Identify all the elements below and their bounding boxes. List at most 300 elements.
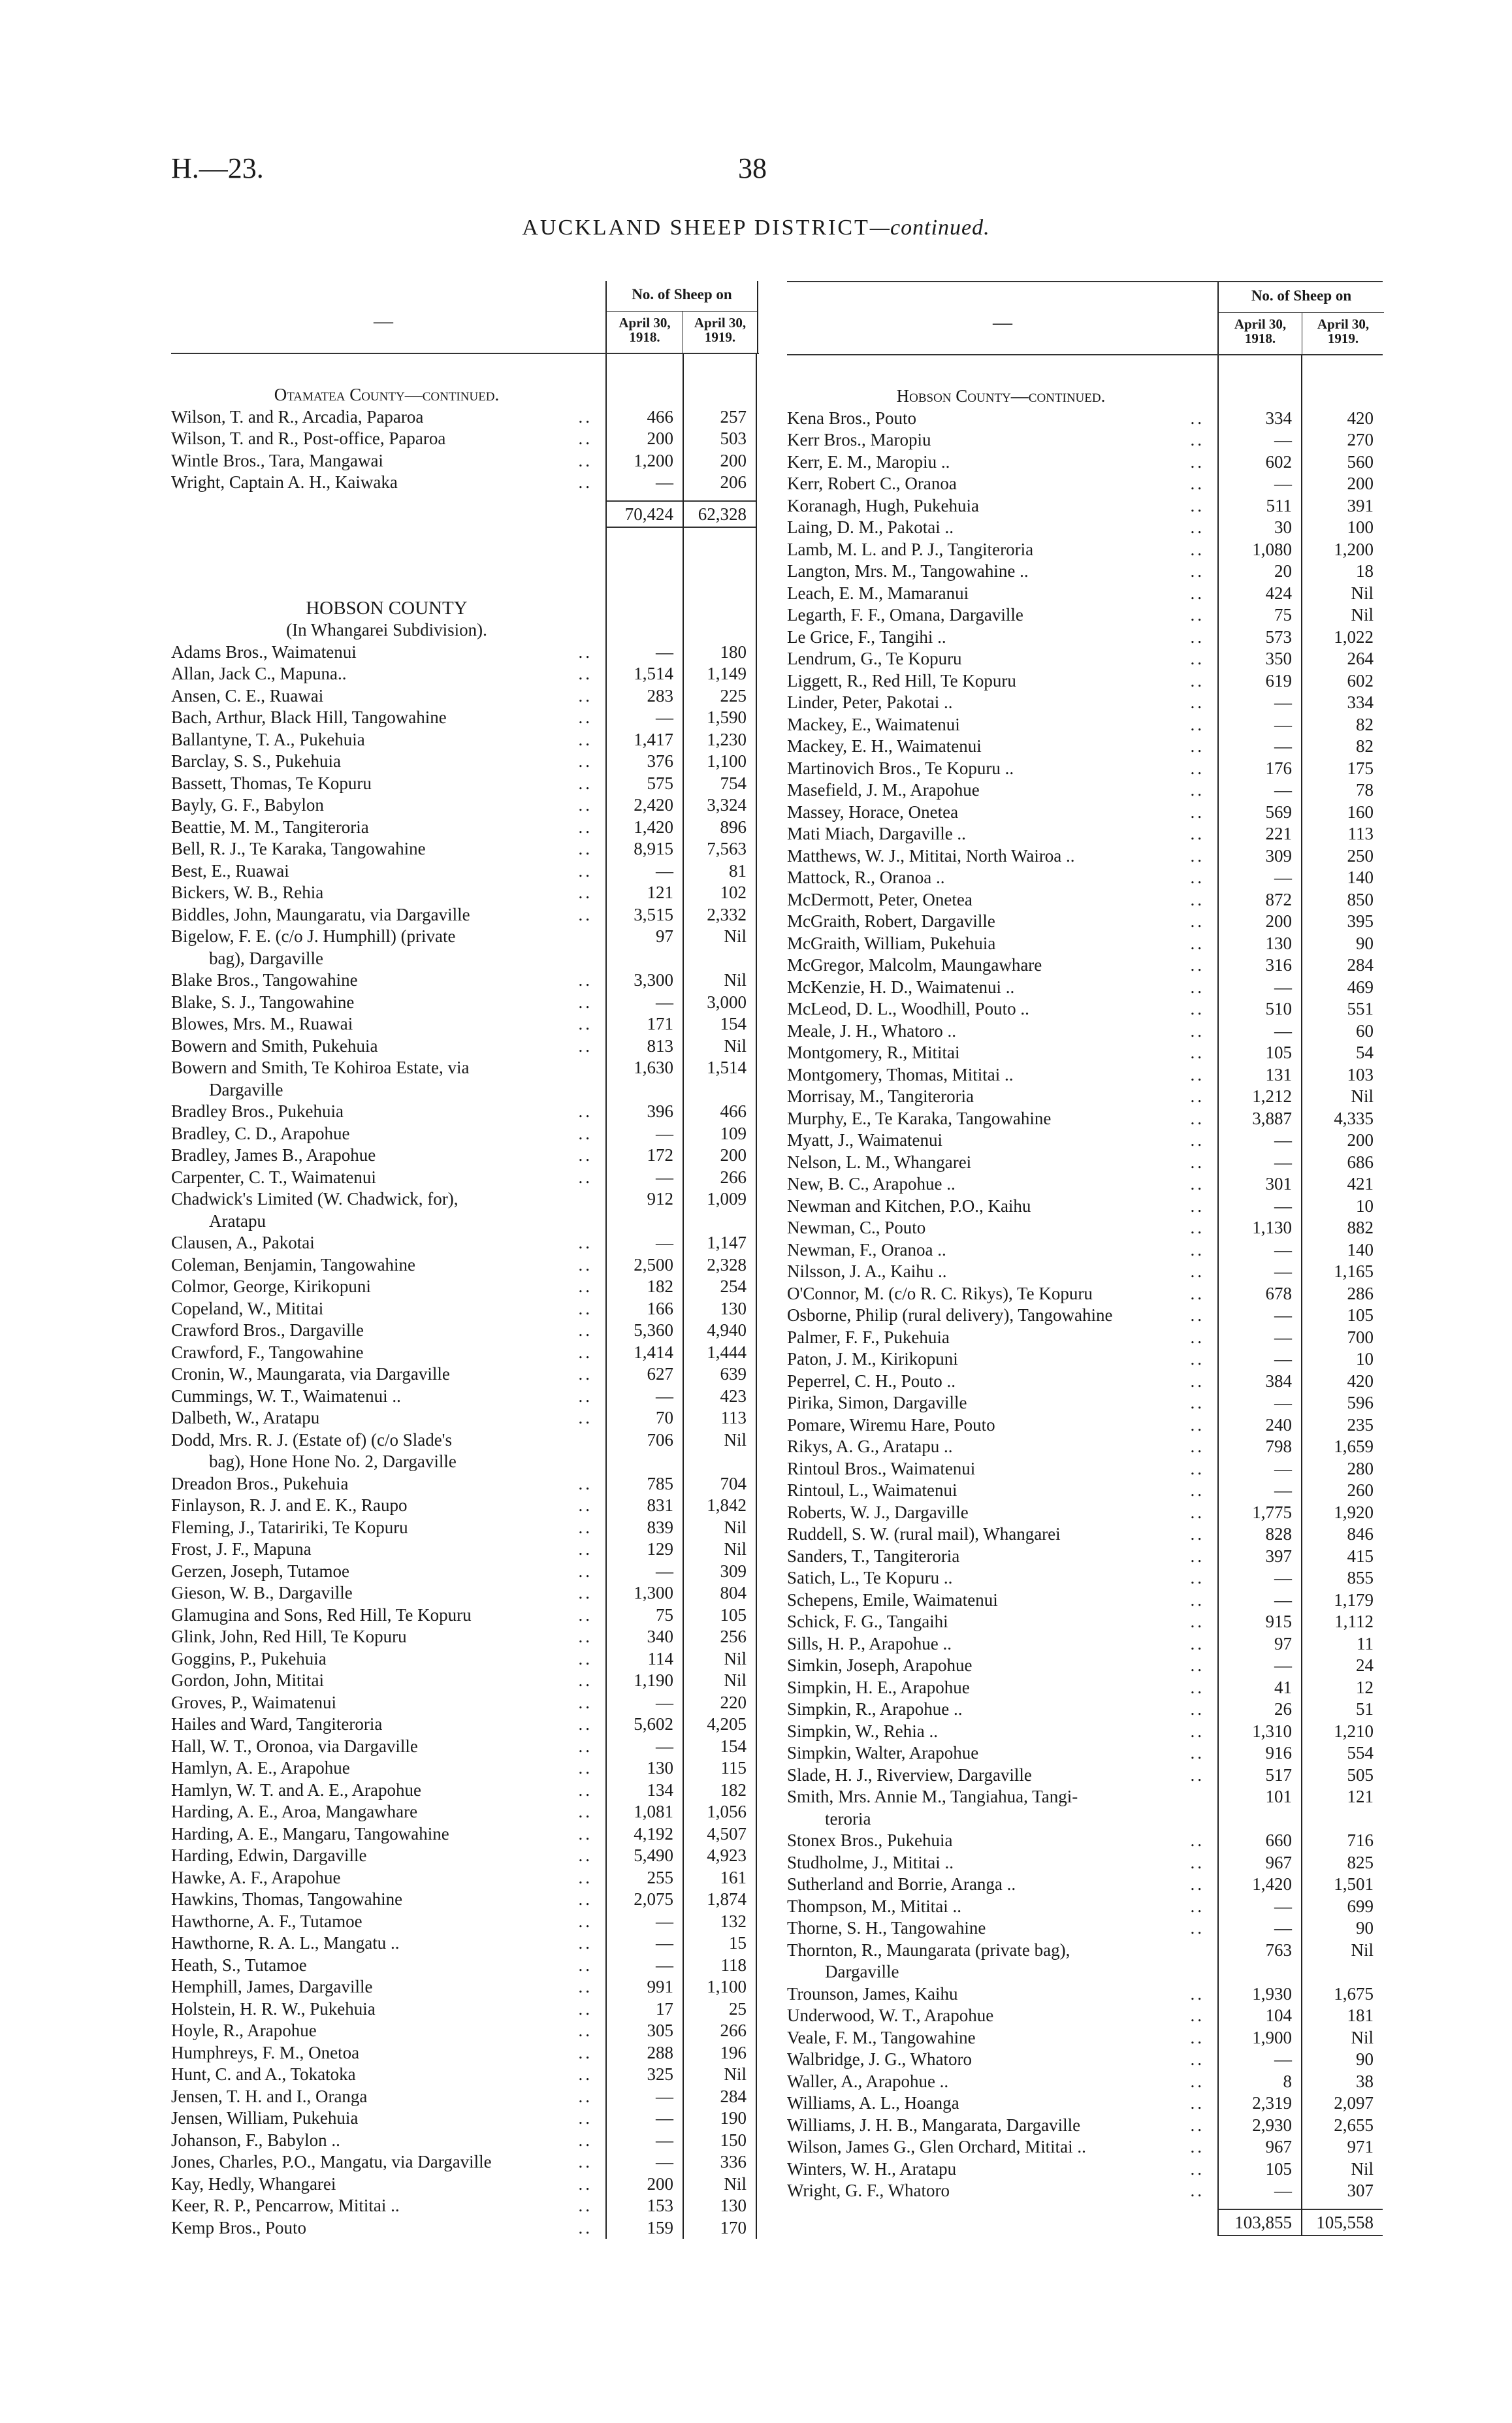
owner-name: Sills, H. P., Arapohue .. — [787, 1633, 952, 1653]
owner-name: Coleman, Benjamin, Tangowahine — [171, 1254, 416, 1275]
dot-leader: .. — [578, 1277, 592, 1296]
owner-name-cell — [787, 1764, 1217, 1787]
sheep-1918: 131 — [1265, 1064, 1292, 1084]
owner-name-cell — [787, 408, 1217, 430]
owner-name-cell — [787, 1655, 1217, 1677]
right-table-body — [787, 355, 1383, 2236]
dot-leader: .. — [1190, 495, 1204, 515]
sheep-1918: 573 — [1265, 626, 1292, 647]
dot-leader: .. — [1190, 845, 1204, 866]
owner-name-cell — [171, 1407, 605, 1429]
sheep-1918: — — [1274, 2181, 1292, 2200]
sheep-1918: — — [1274, 1896, 1292, 1916]
owner-name: Wilson, T. and R., Post-office, Paparoa — [171, 429, 446, 448]
sheep-1919: 11 — [1357, 1633, 1374, 1653]
owner-name: Harding, Edwin, Dargaville — [171, 1846, 367, 1865]
sheep-1919: 54 — [1356, 1043, 1374, 1062]
dot-leader: .. — [1190, 605, 1204, 625]
sheep-1918: 916 — [1265, 1743, 1292, 1763]
dot-leader: .. — [578, 2130, 592, 2150]
sheep-1918: — — [656, 707, 673, 727]
owner-name: Bigelow, F. E. (c/o J. Humphill) (private — [171, 926, 456, 946]
dot-leader: .. — [1190, 517, 1204, 537]
owner-name: Crawford Bros., Dargaville — [171, 1320, 364, 1340]
sheep-1919: 132 — [720, 1911, 747, 1931]
owner-name: McGregor, Malcolm, Maungawhare — [787, 955, 1042, 975]
owner-name: McDermott, Peter, Onetea — [787, 889, 973, 909]
sheep-1918: — — [656, 1167, 673, 1187]
owner-name: Walbridge, J. G., Whatoro — [787, 2049, 973, 2069]
owner-name-continued: Dargaville — [209, 1079, 283, 1099]
owner-name-cell — [787, 561, 1217, 583]
sheep-1918: 5,360 — [634, 1320, 673, 1340]
table-row — [787, 583, 1383, 605]
sheep-1919: 1,501 — [1334, 1874, 1374, 1894]
sheep-1919: 699 — [1347, 1896, 1374, 1916]
owner-name-cell — [171, 773, 605, 795]
group-label: No. of Sheep on — [632, 286, 732, 302]
dot-leader: .. — [578, 1517, 592, 1537]
dot-leader: .. — [1190, 999, 1204, 1018]
sheep-1918: 70 — [656, 1408, 673, 1427]
sheep-1918: 166 — [647, 1298, 673, 1318]
owner-name: Meale, J. H., Whatoro .. — [787, 1020, 956, 1041]
table-row — [787, 1108, 1383, 1130]
table-row — [787, 1633, 1383, 1655]
owner-name: Le Grice, F., Tangihi .. — [787, 626, 946, 647]
sheep-1919: 286 — [1347, 1283, 1374, 1303]
sheep-1918: — — [656, 1955, 673, 1975]
sheep-1919: 1,165 — [1334, 1261, 1374, 1281]
sheep-1919: 596 — [1347, 1393, 1374, 1412]
total-1918: 103,855 — [1217, 2209, 1301, 2236]
owner-name: Kerr, Robert C., Oranoa — [787, 474, 957, 493]
sheep-1919: 334 — [1347, 692, 1374, 712]
owner-name: Simpkin, Walter, Arapohue — [787, 1743, 979, 1763]
sheep-1919: 105 — [720, 1604, 747, 1625]
owner-name: Martinovich Bros., Te Kopuru .. — [787, 758, 1014, 778]
table-row — [787, 736, 1383, 758]
owner-name: Kemp Bros., Pouto — [171, 2217, 307, 2237]
table-row — [171, 1123, 759, 1145]
sheep-1918: 763 — [1265, 1940, 1292, 1960]
table-row — [171, 1561, 759, 1583]
sheep-1919: 423 — [720, 1386, 747, 1406]
owner-name-cell — [171, 1298, 605, 1320]
owner-name: Hailes and Ward, Tangiteroria — [171, 1714, 383, 1734]
dot-leader: .. — [578, 1364, 592, 1384]
table-row — [171, 1932, 759, 1955]
sheep-1918: — — [656, 2130, 673, 2150]
owner-name-cell — [787, 1371, 1217, 1393]
sheep-1918: 134 — [647, 1780, 673, 1800]
owner-name-cell — [171, 1517, 605, 1539]
table-row — [171, 2151, 759, 2173]
owner-name: Rintoul, L., Waimatenui — [787, 1480, 957, 1500]
col-year: 1919. — [704, 329, 736, 345]
owner-name: Gerzen, Joseph, Tutamoe — [171, 1561, 349, 1581]
owner-name-cell — [171, 1538, 605, 1561]
table-row — [171, 1736, 759, 1758]
owner-name-cell — [787, 670, 1217, 692]
owner-name: Bickers, W. B., Rehia — [171, 883, 324, 902]
owner-name-cell — [171, 1123, 605, 1145]
left-table-body — [171, 354, 759, 2239]
sheep-1919: 266 — [720, 2021, 747, 2040]
owner-name-cell — [787, 1195, 1217, 1218]
owner-name-cell — [171, 2151, 605, 2173]
owner-name-cell — [171, 428, 605, 450]
dot-leader: .. — [1190, 1086, 1204, 1106]
sheep-1919: 1,590 — [707, 707, 747, 727]
sheep-1919: 825 — [1347, 1852, 1374, 1872]
sheep-1918: 1,300 — [634, 1583, 673, 1602]
sheep-1918: 129 — [647, 1539, 673, 1559]
sheep-1918: 1,414 — [634, 1342, 673, 1362]
table-row — [171, 1889, 759, 1911]
owner-name: McGraith, William, Pukehuia — [787, 933, 996, 953]
dot-leader: .. — [578, 1473, 592, 1493]
owner-name-cell — [787, 1677, 1217, 1699]
table-row — [787, 2071, 1383, 2093]
county-subheading: (In Whangarei Subdivision). — [286, 620, 487, 640]
sheep-1919: 1,179 — [1334, 1589, 1374, 1610]
owner-name: Frost, J. F., Mapuna — [171, 1539, 312, 1559]
table-row — [787, 758, 1383, 780]
owner-name-cell — [171, 1736, 605, 1758]
sheep-1918: 159 — [647, 2217, 673, 2237]
owner-name: Kena Bros., Pouto — [787, 408, 916, 428]
dot-leader: .. — [1190, 1108, 1204, 1128]
dot-leader: .. — [578, 1254, 592, 1275]
table-row — [787, 954, 1383, 977]
sheep-1919: Nil — [724, 970, 747, 990]
dot-leader: .. — [578, 1758, 592, 1778]
sheep-1918: — — [656, 1692, 673, 1712]
owner-name-cell — [171, 1998, 605, 2021]
owner-name-cell — [787, 998, 1217, 1020]
table-row — [787, 1480, 1383, 1502]
table-row — [171, 2020, 759, 2042]
sheep-1918: 1,930 — [1252, 1983, 1292, 2004]
dot-leader: .. — [1190, 1437, 1204, 1456]
owner-name-cell — [787, 954, 1217, 977]
table-row — [171, 1254, 759, 1277]
table-row — [171, 1670, 759, 1692]
sheep-1918: 2,319 — [1252, 2093, 1292, 2113]
sheep-1918: — — [1274, 1393, 1292, 1412]
sheep-1919: 103 — [1347, 1064, 1374, 1084]
sheep-1918: — — [1274, 977, 1292, 997]
owner-name: Bradley, C. D., Arapohue — [171, 1123, 350, 1143]
sheep-1919: 160 — [1347, 802, 1374, 822]
owner-name-cell — [171, 1757, 605, 1780]
dot-leader: .. — [1190, 911, 1204, 931]
sheep-1919: 284 — [720, 2086, 747, 2106]
sheep-1919: Nil — [724, 1035, 747, 1056]
owner-name: Bradley Bros., Pukehuia — [171, 1101, 344, 1121]
table-row — [787, 911, 1383, 933]
owner-name: Matthews, W. J., Mititai, North Wairoa .. — [787, 845, 1075, 866]
sheep-1918: 104 — [1265, 2006, 1292, 2025]
sheep-1919: 3,324 — [707, 795, 747, 815]
sheep-1919: 602 — [1347, 670, 1374, 691]
dot-leader: .. — [578, 1167, 592, 1187]
sheep-1919: 1,920 — [1334, 1502, 1374, 1522]
total-1919: 62,328 — [683, 500, 756, 528]
sheep-1918: — — [1274, 474, 1292, 493]
owner-name: Colmor, George, Kirikopuni — [171, 1277, 371, 1296]
sheep-1918: — — [1274, 1152, 1292, 1172]
owner-name: Holstein, H. R. W., Pukehuia — [171, 1998, 376, 2019]
sheep-1918: 517 — [1265, 1764, 1292, 1785]
sheep-1919: 18 — [1356, 561, 1374, 581]
dot-leader: .. — [1190, 1239, 1204, 1260]
owner-name-cell — [787, 1392, 1217, 1414]
owner-name-cell — [787, 714, 1217, 736]
owner-name: Rikys, A. G., Aratapu .. — [787, 1437, 953, 1456]
sheep-1918: 424 — [1265, 583, 1292, 603]
title-suffix: —continued. — [869, 216, 990, 240]
sheep-1919: 270 — [1347, 430, 1374, 449]
sheep-1919: 130 — [720, 1298, 747, 1318]
dot-leader: .. — [1190, 1174, 1204, 1194]
owner-name: Pirika, Simon, Dargaville — [787, 1393, 967, 1412]
table-row — [787, 429, 1383, 451]
sheep-1919: 4,507 — [707, 1823, 747, 1844]
sheep-1918: 75 — [1274, 605, 1292, 625]
dot-leader: .. — [1190, 1195, 1204, 1216]
owner-name: Dalbeth, W., Aratapu — [171, 1408, 320, 1427]
table-row — [171, 1998, 759, 2021]
sheep-1918: 397 — [1265, 1546, 1292, 1566]
owner-name-cell — [787, 933, 1217, 955]
owner-name: Wintle Bros., Tara, Mangawai — [171, 450, 383, 470]
sheep-1919: 1,444 — [707, 1342, 747, 1362]
sheep-1919: 196 — [720, 2042, 747, 2062]
owner-name-cell — [171, 1429, 605, 1473]
table-row — [787, 1305, 1383, 1327]
table-header — [787, 281, 1383, 355]
owner-name: Hall, W. T., Oronoa, via Dargaville — [171, 1736, 418, 1756]
owner-name: Langton, Mrs. M., Tangowahine .. — [787, 561, 1029, 581]
dot-leader: .. — [1190, 583, 1204, 603]
dot-leader: .. — [1190, 1546, 1204, 1566]
owner-name: Schick, F. G., Tangaihi — [787, 1612, 948, 1631]
sheep-1919: 307 — [1347, 2181, 1374, 2200]
sheep-1919: Nil — [1351, 2158, 1374, 2179]
sheep-1918: 97 — [1274, 1633, 1292, 1653]
sheep-1919: 554 — [1347, 1743, 1374, 1763]
sheep-1919: Nil — [724, 1539, 747, 1559]
sheep-1919: Nil — [1351, 1086, 1374, 1106]
owner-name-cell — [171, 1254, 605, 1277]
owner-name-cell — [787, 889, 1217, 911]
sheep-1918: 130 — [1265, 933, 1292, 953]
owner-name: Chadwick's Limited (W. Chadwick, for), — [171, 1189, 458, 1209]
sheep-1918: 619 — [1265, 670, 1292, 691]
dot-leader: .. — [578, 1670, 592, 1690]
sheep-1918: 316 — [1265, 955, 1292, 975]
dot-leader: .. — [1190, 539, 1204, 559]
sheep-1919: 700 — [1347, 1327, 1374, 1347]
sheep-1918: 627 — [647, 1364, 673, 1384]
owner-name-cell — [787, 2027, 1217, 2049]
owner-name: Nilsson, J. A., Kaihu .. — [787, 1261, 947, 1281]
dot-leader: .. — [578, 860, 592, 881]
table-row — [787, 1786, 1383, 1830]
sheep-1919: 113 — [1347, 824, 1374, 843]
table-row — [171, 926, 759, 969]
owner-name: Sanders, T., Tangiteroria — [787, 1546, 960, 1566]
col-label: April 30, — [619, 315, 671, 331]
dot-leader: .. — [1190, 1130, 1204, 1150]
table-row — [171, 450, 759, 472]
table-row — [171, 642, 759, 664]
owner-name: Keer, R. P., Pencarrow, Mititai .. — [171, 2196, 400, 2215]
dot-leader: .. — [578, 1977, 592, 1996]
owner-name-cell — [171, 1320, 605, 1342]
sheep-1918: 309 — [1265, 845, 1292, 866]
owner-name: Ruddell, S. W. (rural mail), Whangarei — [787, 1524, 1061, 1544]
owner-name: Myatt, J., Waimatenui — [787, 1130, 943, 1150]
dot-leader: .. — [578, 1867, 592, 1887]
sheep-1919: 1,112 — [1334, 1612, 1374, 1631]
total-1918: 70,424 — [605, 500, 683, 528]
table-row — [787, 2180, 1383, 2202]
sheep-1918: — — [1274, 1458, 1292, 1478]
sheep-1919: 1,147 — [707, 1233, 747, 1252]
table-row — [787, 517, 1383, 539]
owner-name-cell — [171, 794, 605, 817]
dot-leader: .. — [1190, 1327, 1204, 1347]
sheep-1918: 3,515 — [634, 904, 673, 924]
owner-name-cell — [787, 2071, 1217, 2093]
table-row — [787, 1436, 1383, 1458]
owner-name: Williams, J. H. B., Mangarata, Dargaville — [787, 2115, 1081, 2135]
owner-name-cell — [787, 626, 1217, 649]
owner-name-cell — [171, 1932, 605, 1955]
sheep-1918: — — [1274, 1349, 1292, 1369]
sheep-1918: 105 — [1265, 1043, 1292, 1062]
sheep-1919: 1,022 — [1334, 626, 1374, 647]
sheep-1918: — — [656, 1233, 673, 1252]
sheep-1919: Nil — [724, 2173, 747, 2194]
col-1918-header — [607, 311, 683, 353]
owner-name: Bach, Arthur, Black Hill, Tangowahine — [171, 707, 447, 727]
table-row — [787, 1458, 1383, 1480]
owner-name: Hemphill, James, Dargaville — [171, 1977, 373, 1996]
table-row — [171, 1780, 759, 1802]
col-label: April 30, — [1317, 316, 1370, 332]
owner-name-cell — [171, 1670, 605, 1692]
sheep-1918: — — [656, 1911, 673, 1931]
owner-name-cell — [171, 663, 605, 685]
title-main: AUCKLAND SHEEP DISTRICT — [522, 216, 870, 240]
sheep-1919: 309 — [720, 1561, 747, 1581]
owner-name: Satich, L., Te Kopuru .. — [787, 1568, 953, 1587]
total-row — [171, 494, 759, 528]
sheep-1919: 121 — [1347, 1787, 1374, 1806]
dot-leader: .. — [578, 1539, 592, 1559]
owner-name-continued: Dargaville — [825, 1962, 899, 1981]
owner-name: Hawthorne, A. F., Tutamoe — [171, 1911, 362, 1931]
dot-leader: .. — [578, 795, 592, 815]
sheep-1919: 140 — [1347, 868, 1374, 887]
owner-name: Mackey, E. H., Waimatenui — [787, 736, 982, 756]
owner-name-cell — [171, 1101, 605, 1123]
sheep-1918: 1,630 — [634, 1058, 673, 1077]
sheep-1919: 846 — [1347, 1524, 1374, 1544]
sheep-1919: 804 — [720, 1583, 747, 1602]
owner-name-cell — [787, 1786, 1217, 1830]
table-row — [171, 1320, 759, 1342]
dot-leader: .. — [578, 1298, 592, 1318]
dot-leader: .. — [578, 2042, 592, 2062]
sheep-1918: 2,075 — [634, 1889, 673, 1909]
table-row — [171, 2195, 759, 2217]
dot-leader: .. — [578, 1320, 592, 1340]
dot-leader: .. — [578, 2152, 592, 2171]
dot-leader: .. — [578, 1955, 592, 1975]
table-row — [787, 2158, 1383, 2181]
sheep-1918: — — [1274, 1918, 1292, 1938]
sheep-1919: Nil — [724, 1429, 747, 1450]
sheep-1918: 5,490 — [634, 1846, 673, 1865]
sheep-1919: Nil — [1351, 1940, 1374, 1960]
dot-leader: .. — [1190, 889, 1204, 909]
table-row — [787, 1852, 1383, 1874]
table-header — [171, 281, 759, 354]
owner-name-cell — [171, 1911, 605, 1933]
sheep-1919: 2,097 — [1334, 2093, 1374, 2113]
sheep-1919: 1,659 — [1334, 1437, 1374, 1456]
sheep-1918: — — [1274, 1239, 1292, 1260]
sheep-1918: 678 — [1265, 1283, 1292, 1303]
sheep-1918: 1,200 — [634, 450, 673, 470]
owner-name-cell — [171, 472, 605, 494]
dot-leader: .. — [1190, 1393, 1204, 1412]
sheep-1918: 350 — [1265, 649, 1292, 668]
dot-leader: .. — [1190, 2093, 1204, 2113]
table-row — [787, 1414, 1383, 1437]
sheep-1919: 686 — [1347, 1152, 1374, 1172]
owner-name-cell — [171, 2217, 605, 2239]
sheep-1918: — — [656, 2108, 673, 2128]
dot-leader: .. — [1190, 1918, 1204, 1938]
owner-name-cell — [787, 1458, 1217, 1480]
table-row — [171, 794, 759, 817]
sheep-1919: 1,675 — [1334, 1983, 1374, 2004]
owner-name: Simpkin, H. E., Arapohue — [787, 1677, 970, 1697]
dot-leader: .. — [1190, 1568, 1204, 1587]
sheep-1918: 121 — [647, 883, 673, 902]
dot-leader: .. — [1190, 714, 1204, 734]
owner-name: Blowes, Mrs. M., Ruawai — [171, 1014, 353, 1033]
dot-leader: .. — [1190, 649, 1204, 668]
sheep-1918: — — [1274, 1195, 1292, 1216]
owner-name: Hamlyn, W. T. and A. E., Arapohue — [171, 1780, 421, 1800]
sheep-1918: 255 — [647, 1867, 673, 1887]
dot-leader: .. — [1190, 868, 1204, 887]
table-row — [171, 2173, 759, 2196]
dot-leader: .. — [578, 1342, 592, 1362]
col-1918-header — [1219, 312, 1302, 354]
owner-name: Nelson, L. M., Whangarei — [787, 1152, 972, 1172]
owner-name-cell — [787, 2049, 1217, 2071]
owner-name-cell — [171, 707, 605, 729]
sheep-1918: 8 — [1283, 2071, 1292, 2091]
